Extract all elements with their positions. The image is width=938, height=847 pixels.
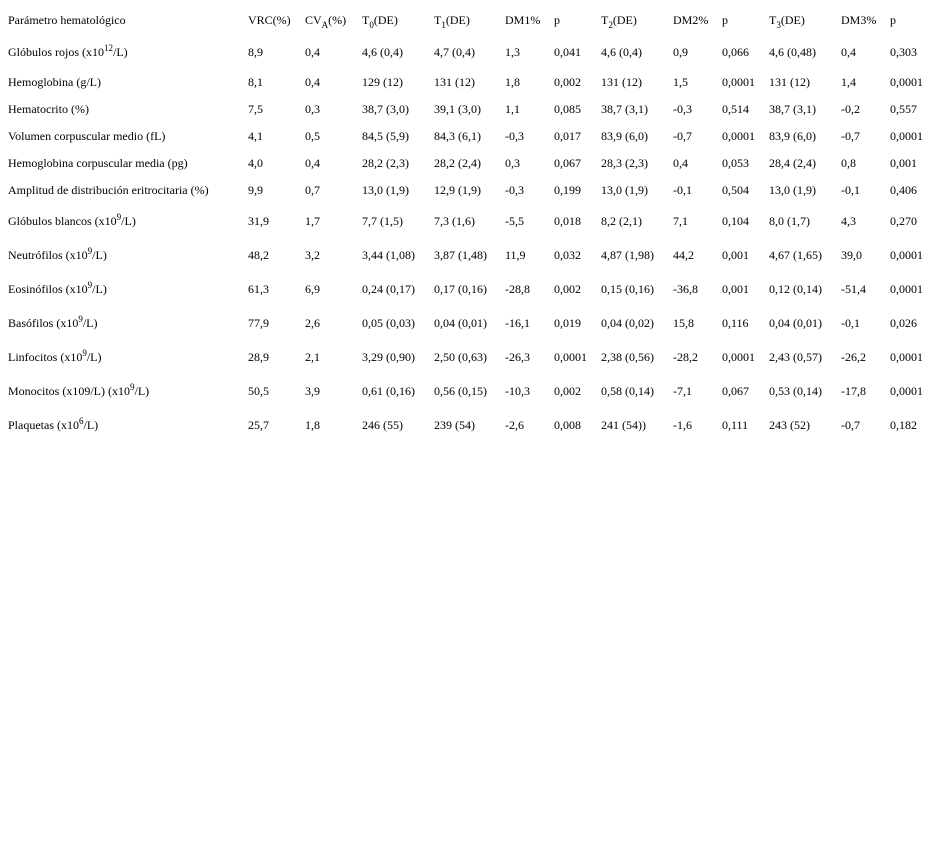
cell-t3: 0,04 (0,01) — [769, 315, 822, 330]
cell-t3: 243 (52) — [769, 417, 810, 432]
cell-dm2: -28,2 — [673, 349, 698, 364]
cell-dm1: 11,9 — [505, 247, 526, 262]
cell-p2: 0,104 — [722, 213, 749, 228]
cell-t1: 0,04 (0,01) — [434, 315, 487, 330]
cell-cva: 0,3 — [305, 102, 320, 116]
cell-cva: 6,9 — [305, 281, 320, 296]
header-t3: $T_3(DE)$ — [769, 13, 805, 30]
cell-t0: 129 (12) — [362, 75, 403, 89]
cell-p2: 0,504 — [722, 183, 749, 197]
cell-t0: 28,2 (2,3) — [362, 156, 409, 170]
cell-cva: 2,6 — [305, 315, 320, 330]
cell-dm1: -0,3 — [505, 183, 524, 197]
param-name-cell: Hemoglobina (g/L) — [8, 75, 101, 89]
cell-t1: 3,87 (1,48) — [434, 247, 487, 262]
cell-t0: 13,0 (1,9) — [362, 183, 409, 197]
cell-dm1: -0,3 — [505, 129, 524, 143]
header-t0: $T_0(DE)$ — [362, 13, 398, 30]
param-name-cell: Volumen corpuscular medio (fL) — [8, 129, 166, 143]
cell-t1: 12,9 (1,9) — [434, 183, 481, 197]
cell-vrc: 48,2 — [248, 247, 269, 262]
cell-p1: 0,085 — [554, 102, 581, 116]
cell-cva: 3,9 — [305, 383, 320, 398]
hematology-table — [5, 6, 935, 442]
cell-p3: 0,001 — [890, 156, 917, 170]
header-dm1: DM1% — [505, 13, 541, 27]
cell-dm3: -0,7 — [841, 417, 860, 432]
cell-t1: 84,3 (6,1) — [434, 129, 481, 143]
param-name-cell: Hematocrito (%) — [8, 102, 89, 116]
cell-p2: 0,116 — [722, 315, 749, 330]
table-row — [5, 374, 935, 408]
cell-t2: 241 (54)) — [601, 417, 646, 432]
header-dm2: DM2% — [673, 13, 709, 27]
table-row — [5, 340, 935, 374]
cell-vrc: 31,9 — [248, 213, 269, 228]
cell-dm2: 1,5 — [673, 75, 688, 89]
cell-t0: 84,5 (5,9) — [362, 129, 409, 143]
header-p2: p — [722, 13, 728, 27]
header-param: Parámetro hematológico — [8, 13, 126, 27]
cell-p1: 0,199 — [554, 183, 581, 197]
cell-p3: 0,0001 — [890, 349, 923, 364]
cell-cva: 0,5 — [305, 129, 320, 143]
cell-p2: 0,0001 — [722, 349, 755, 364]
param-name-cell: Amplitud de distribución eritrocitaria (%) — [8, 183, 209, 197]
param-name-cell: Plaquetas $(x10^6/L)$ — [8, 415, 99, 432]
header-t2: $T_2(DE)$ — [601, 13, 637, 30]
cell-p3: 0,270 — [890, 213, 917, 228]
cell-dm3: -26,2 — [841, 349, 866, 364]
cell-p1: 0,0001 — [554, 349, 587, 364]
table-row — [5, 150, 935, 177]
cell-vrc: 77,9 — [248, 315, 269, 330]
cell-dm1: 1,3 — [505, 44, 520, 59]
table-row — [5, 204, 935, 238]
cell-p1: 0,018 — [554, 213, 581, 228]
cell-p3: 0,0001 — [890, 247, 923, 262]
cell-dm2: 0,4 — [673, 156, 688, 170]
cell-dm2: -36,8 — [673, 281, 698, 296]
cell-t0: 3,44 (1,08) — [362, 247, 415, 262]
cell-dm2: 7,1 — [673, 213, 688, 228]
cell-p3: 0,557 — [890, 102, 917, 116]
cell-t1: 4,7 (0,4) — [434, 44, 475, 59]
cell-dm1: -10,3 — [505, 383, 530, 398]
cell-t0: 0,24 (0,17) — [362, 281, 415, 296]
cell-p2: 0,514 — [722, 102, 749, 116]
header-p3: p — [890, 13, 896, 27]
param-name-cell: Glóbulos blancos $(x10^9/L)$ — [8, 211, 136, 228]
cell-dm3: -0,1 — [841, 315, 860, 330]
cell-t2: 38,7 (3,1) — [601, 102, 648, 116]
cell-vrc: 25,7 — [248, 417, 269, 432]
cell-t0: 4,6 (0,4) — [362, 44, 403, 59]
cell-dm2: -7,1 — [673, 383, 692, 398]
cell-t1: 2,50 (0,63) — [434, 349, 487, 364]
cell-p1: 0,002 — [554, 75, 581, 89]
cell-p2: 0,053 — [722, 156, 749, 170]
cell-dm2: -1,6 — [673, 417, 692, 432]
cell-vrc: 50,5 — [248, 383, 269, 398]
table-body — [5, 35, 935, 442]
cell-t0: 38,7 (3,0) — [362, 102, 409, 116]
cell-cva: 0,7 — [305, 183, 320, 197]
cell-t1: 28,2 (2,4) — [434, 156, 481, 170]
cell-t0: 0,61 (0,16) — [362, 383, 415, 398]
cell-cva: 2,1 — [305, 349, 320, 364]
header-t1: $T_1(DE)$ — [434, 13, 470, 30]
cell-vrc: 8,1 — [248, 75, 263, 89]
cell-t3: 13,0 (1,9) — [769, 183, 816, 197]
cell-vrc: 8,9 — [248, 44, 263, 59]
cell-p3: 0,406 — [890, 183, 917, 197]
cell-dm3: 0,8 — [841, 156, 856, 170]
cell-cva: 3,2 — [305, 247, 320, 262]
cell-p3: 0,0001 — [890, 75, 923, 89]
cell-dm3: -17,8 — [841, 383, 866, 398]
cell-dm1: -16,1 — [505, 315, 530, 330]
cell-t2: 4,87 (1,98) — [601, 247, 654, 262]
cell-p2: 0,0001 — [722, 75, 755, 89]
cell-dm3: -0,7 — [841, 129, 860, 143]
cell-t2: 28,3 (2,3) — [601, 156, 648, 170]
cell-p3: 0,303 — [890, 44, 917, 59]
cell-p3: 0,0001 — [890, 129, 923, 143]
table-row — [5, 177, 935, 204]
cell-t3: 0,53 (0,14) — [769, 383, 822, 398]
param-name-cell: Hemoglobina corpuscular media (pg) — [8, 156, 188, 170]
cell-dm3: -51,4 — [841, 281, 866, 296]
cell-t1: 131 (12) — [434, 75, 475, 89]
cell-p1: 0,032 — [554, 247, 581, 262]
cell-cva: 0,4 — [305, 75, 320, 89]
cell-t1: 0,56 (0,15) — [434, 383, 487, 398]
cell-vrc: 4,1 — [248, 129, 263, 143]
cell-dm3: 1,4 — [841, 75, 856, 89]
cell-t0: 0,05 (0,03) — [362, 315, 415, 330]
cell-t3: 4,67 (1,65) — [769, 247, 822, 262]
param-name-cell: Basófilos $(x10^9/L)$ — [8, 313, 98, 330]
cell-p1: 0,017 — [554, 129, 581, 143]
cell-t1: 239 (54) — [434, 417, 475, 432]
cell-dm1: 0,3 — [505, 156, 520, 170]
cell-p1: 0,002 — [554, 281, 581, 296]
cell-dm3: 0,4 — [841, 44, 856, 59]
cell-dm1: -28,8 — [505, 281, 530, 296]
header-cva: $CV_A(\%)$ — [305, 13, 347, 30]
cell-dm3: -0,2 — [841, 102, 860, 116]
cell-t3: 131 (12) — [769, 75, 810, 89]
cell-dm2: -0,3 — [673, 102, 692, 116]
cell-t3: 2,43 (0,57) — [769, 349, 822, 364]
cell-dm1: -2,6 — [505, 417, 524, 432]
table-row — [5, 69, 935, 96]
param-name-cell: Eosinófilos $(x10^9/L)$ — [8, 279, 107, 296]
cell-dm2: 44,2 — [673, 247, 694, 262]
cell-cva: 0,4 — [305, 44, 320, 59]
cell-p1: 0,041 — [554, 44, 581, 59]
cell-cva: 1,8 — [305, 417, 320, 432]
cell-t2: 2,38 (0,56) — [601, 349, 654, 364]
cell-p2: 0,001 — [722, 281, 749, 296]
cell-dm1: 1,1 — [505, 102, 520, 116]
cell-t3: 38,7 (3,1) — [769, 102, 816, 116]
cell-t1: 39,1 (3,0) — [434, 102, 481, 116]
cell-t3: 8,0 (1,7) — [769, 213, 810, 228]
cell-vrc: 4,0 — [248, 156, 263, 170]
param-name-cell: Monocitos (x109/L) $(x10^9/L)$ — [8, 381, 150, 398]
cell-t3: 4,6 (0,48) — [769, 44, 816, 59]
cell-p2: 0,0001 — [722, 129, 755, 143]
cell-vrc: 7,5 — [248, 102, 263, 116]
cell-t2: 13,0 (1,9) — [601, 183, 648, 197]
cell-vrc: 28,9 — [248, 349, 269, 364]
header-p1: p — [554, 13, 560, 27]
cell-vrc: 9,9 — [248, 183, 263, 197]
param-name-cell: Glóbulos rojos $(x10^{12}/L)$ — [8, 42, 128, 59]
cell-p3: 0,0001 — [890, 383, 923, 398]
table-row — [5, 272, 935, 306]
cell-t2: 0,04 (0,02) — [601, 315, 654, 330]
cell-t3: 0,12 (0,14) — [769, 281, 822, 296]
cell-p3: 0,182 — [890, 417, 917, 432]
cell-t2: 8,2 (2,1) — [601, 213, 642, 228]
cell-dm3: 39,0 — [841, 247, 862, 262]
cell-dm2: 15,8 — [673, 315, 694, 330]
cell-p1: 0,008 — [554, 417, 581, 432]
cell-p1: 0,002 — [554, 383, 581, 398]
cell-cva: 0,4 — [305, 156, 320, 170]
table-row — [5, 238, 935, 272]
param-name-cell: Neutrófilos $(x10^9/L)$ — [8, 245, 107, 262]
table-row — [5, 96, 935, 123]
cell-t0: 246 (55) — [362, 417, 403, 432]
header-vrc: VRC(%) — [248, 13, 291, 27]
cell-t1: 7,3 (1,6) — [434, 213, 475, 228]
cell-t2: 83,9 (6,0) — [601, 129, 648, 143]
cell-t1: 0,17 (0,16) — [434, 281, 487, 296]
cell-t2: 131 (12) — [601, 75, 642, 89]
table-row — [5, 35, 935, 69]
cell-dm1: 1,8 — [505, 75, 520, 89]
table-row — [5, 306, 935, 340]
cell-dm3: 4,3 — [841, 213, 856, 228]
cell-t2: 0,58 (0,14) — [601, 383, 654, 398]
table-row — [5, 408, 935, 442]
cell-t0: 3,29 (0,90) — [362, 349, 415, 364]
cell-dm1: -26,3 — [505, 349, 530, 364]
cell-dm3: -0,1 — [841, 183, 860, 197]
cell-dm2: -0,7 — [673, 129, 692, 143]
cell-t2: 4,6 (0,4) — [601, 44, 642, 59]
cell-t3: 28,4 (2,4) — [769, 156, 816, 170]
cell-t3: 83,9 (6,0) — [769, 129, 816, 143]
table-row — [5, 123, 935, 150]
cell-t2: 0,15 (0,16) — [601, 281, 654, 296]
cell-dm1: -5,5 — [505, 213, 524, 228]
cell-vrc: 61,3 — [248, 281, 269, 296]
cell-dm2: 0,9 — [673, 44, 688, 59]
cell-dm2: -0,1 — [673, 183, 692, 197]
cell-p3: 0,0001 — [890, 281, 923, 296]
cell-p2: 0,067 — [722, 383, 749, 398]
cell-p2: 0,001 — [722, 247, 749, 262]
cell-p1: 0,067 — [554, 156, 581, 170]
param-name-cell: Linfocitos $(x10^9/L)$ — [8, 347, 102, 364]
table-header-row — [5, 6, 935, 35]
cell-p3: 0,026 — [890, 315, 917, 330]
cell-p2: 0,066 — [722, 44, 749, 59]
cell-cva: 1,7 — [305, 213, 320, 228]
cell-t0: 7,7 (1,5) — [362, 213, 403, 228]
header-dm3: DM3% — [841, 13, 877, 27]
cell-p2: 0,111 — [722, 417, 749, 432]
cell-p1: 0,019 — [554, 315, 581, 330]
